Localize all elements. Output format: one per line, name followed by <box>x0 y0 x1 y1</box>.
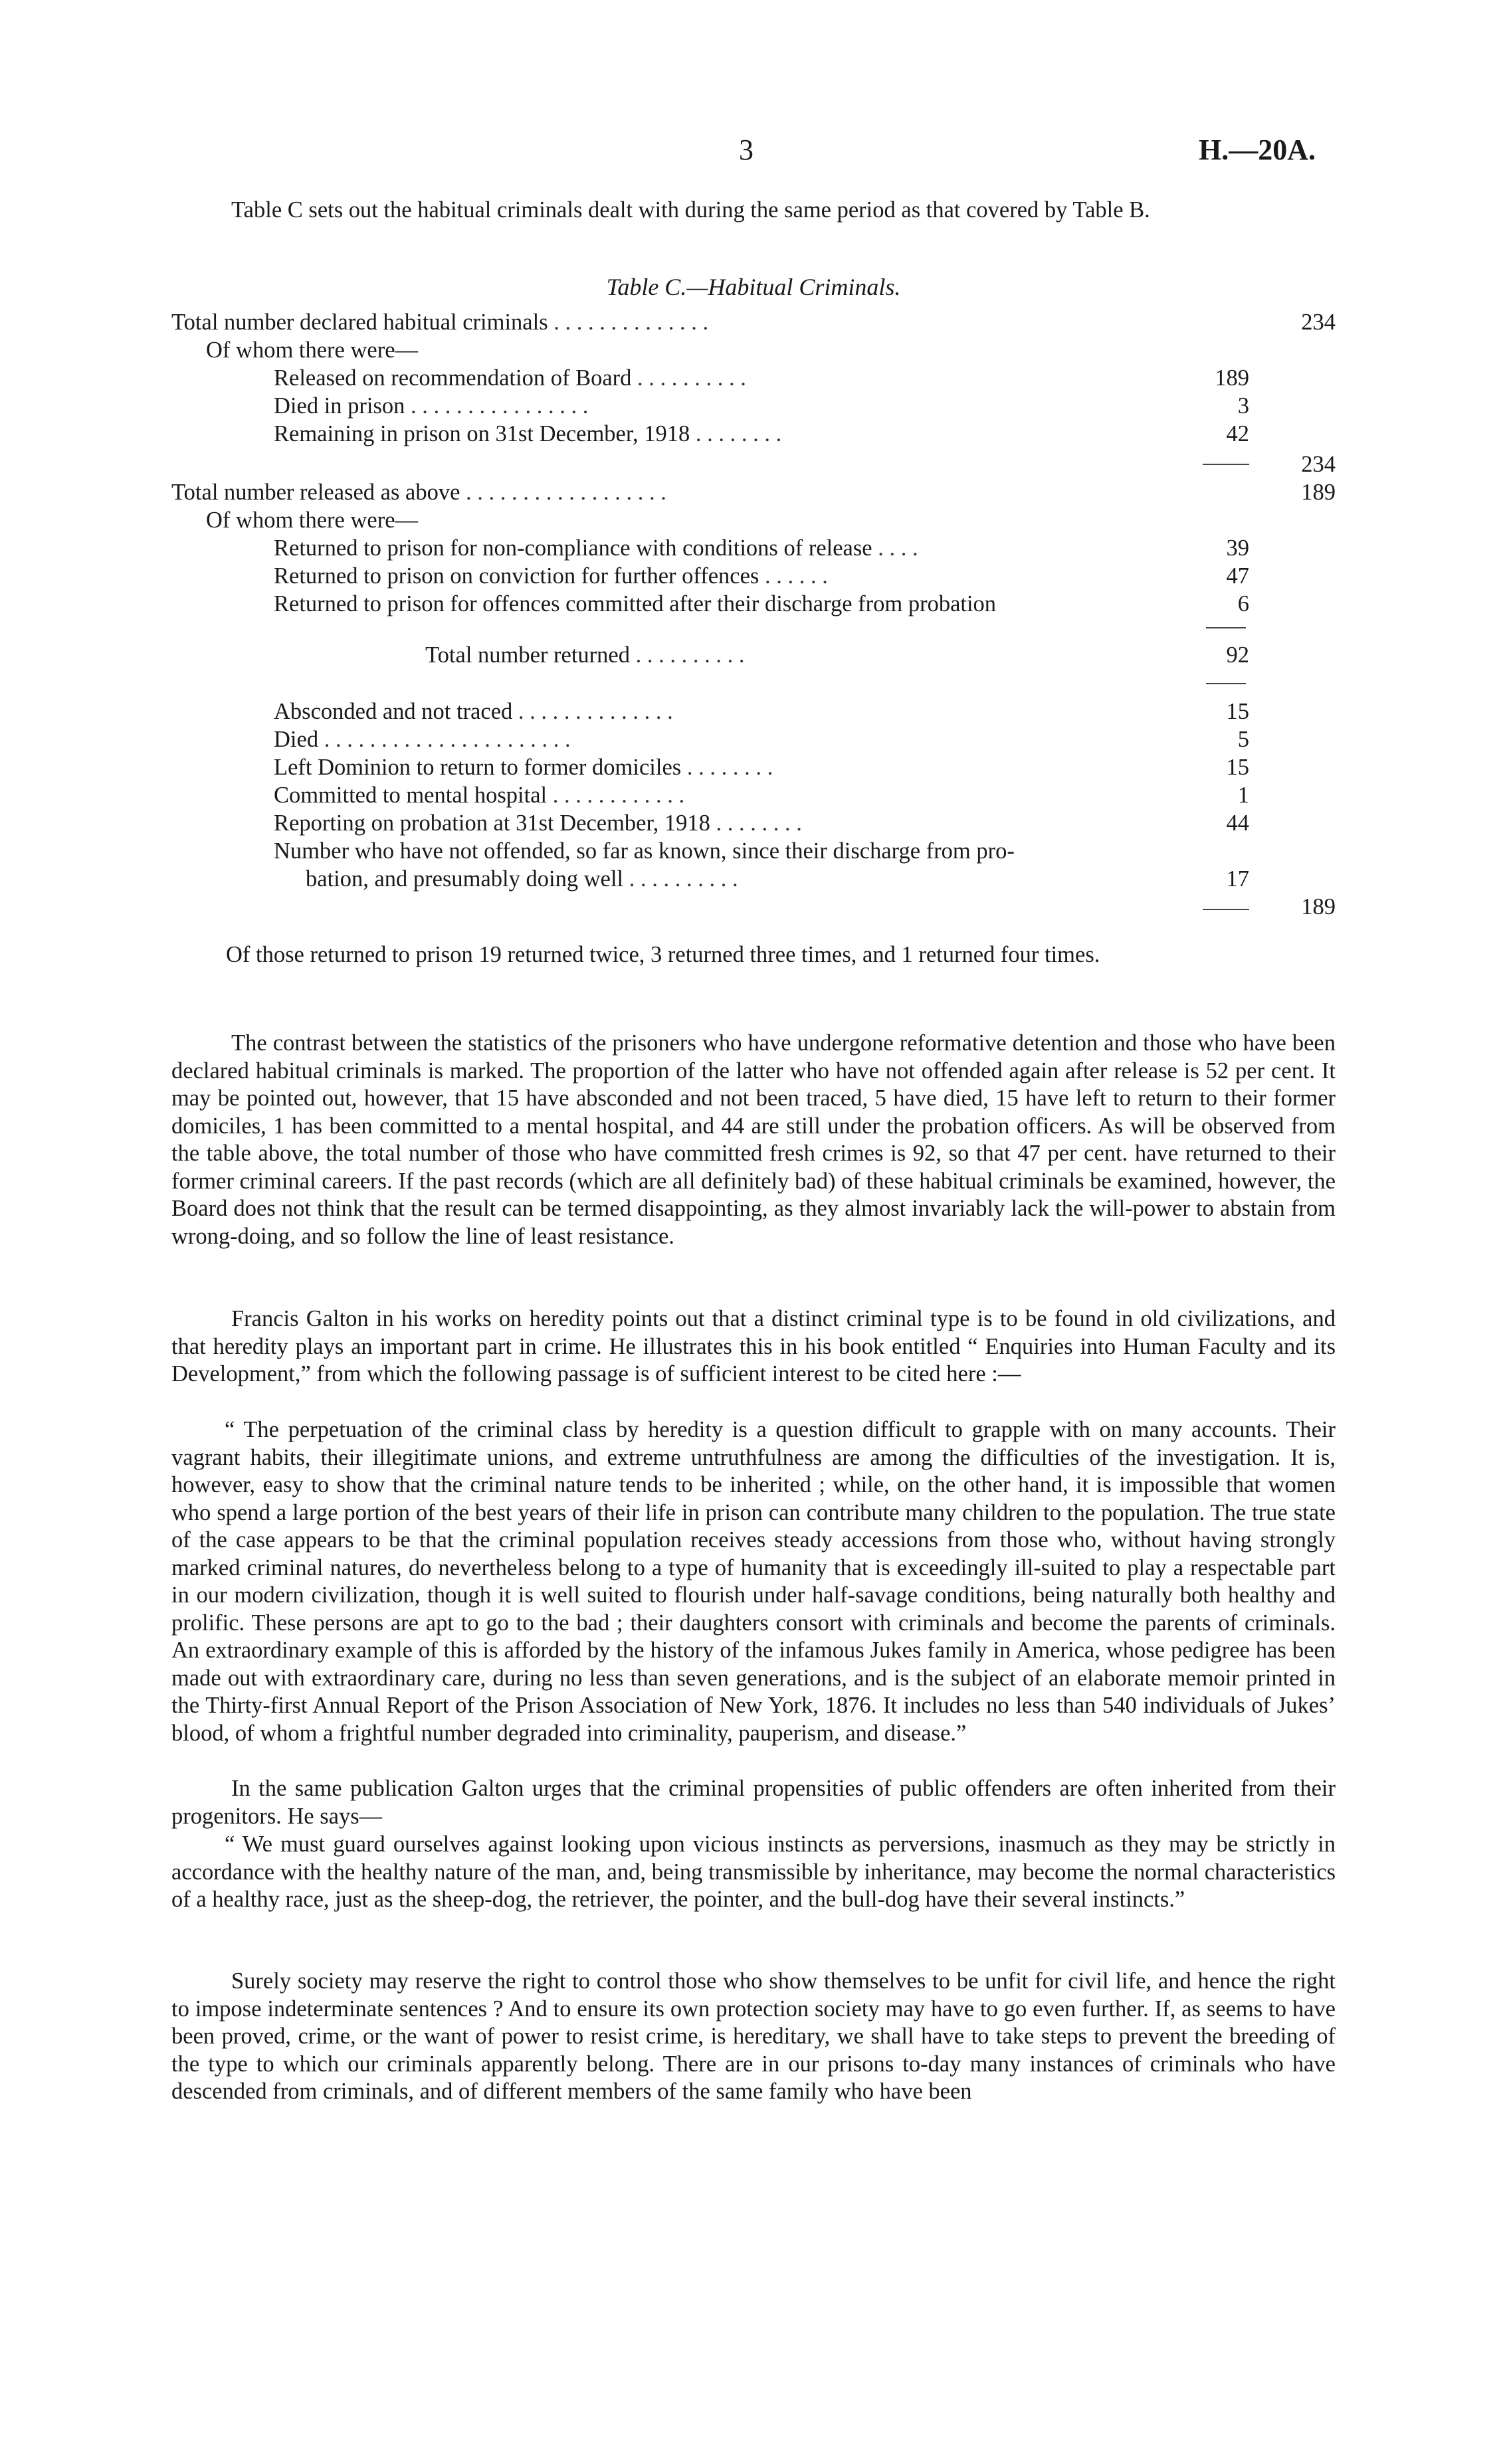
subheading: Of whom there were— <box>206 508 419 533</box>
subtotal-value: 234 <box>1301 452 1336 477</box>
row-label: Remaining in prison on 31st December, 1918 <box>274 421 690 446</box>
table-row <box>274 365 746 391</box>
row-label: Died <box>274 727 319 752</box>
table-caption: Table C.—Habitual Criminals. <box>606 274 901 300</box>
subtotal-rule <box>1206 683 1246 684</box>
row-value: 44 <box>1226 810 1249 836</box>
row-value: 17 <box>1226 866 1249 892</box>
leader-dots: . . . . . . . . . . <box>635 642 745 668</box>
row-value: 1 <box>1237 783 1249 808</box>
page-number: 3 <box>739 134 754 166</box>
subtotal-rule <box>1206 627 1246 628</box>
subtotal-value: 189 <box>1301 894 1336 919</box>
row-label: Total number returned <box>425 642 630 668</box>
table-row <box>425 642 744 668</box>
table-row <box>274 591 996 617</box>
table-row <box>274 563 828 589</box>
subtotal-rule <box>1203 909 1249 910</box>
subheading: Of whom there were— <box>206 337 419 363</box>
row-value: 5 <box>1237 727 1249 752</box>
row-label: Absconded and not traced <box>274 699 513 724</box>
table-row <box>274 421 781 447</box>
leader-dots: . . . . . . . . <box>716 810 802 836</box>
table-row <box>274 783 684 808</box>
row-label: Returned to prison on conviction for further offences <box>274 563 759 589</box>
table-row <box>274 393 588 419</box>
leader-dots: . . . . . . <box>765 563 828 589</box>
row-label: Total number released as above <box>171 480 460 505</box>
row-label: Reporting on probation at 31st December, 1918 <box>274 810 710 836</box>
body-paragraph: Francis Galton in his works on heredity points out that a distinct criminal type is to be found in old civilizations, and that heredity plays an important part in crime. He illustrates this in his book entitled “ Enquiries into Human Faculty and its Development,” from which the following passage is of sufficient interest to be cited here :— <box>171 1306 1336 1386</box>
row-label: Number who have not offended, so far as known, since their discharge from pro- <box>274 838 1015 864</box>
row-value: 92 <box>1226 642 1249 668</box>
leader-dots: . . . . . . . . <box>695 421 782 446</box>
row-value: 47 <box>1226 563 1249 589</box>
table-row <box>274 810 802 836</box>
row-value: 234 <box>1301 310 1336 335</box>
row-value: 6 <box>1237 591 1249 616</box>
body-paragraph: In the same publication Galton urges that the criminal propensities of public offenders are often inherited from their progenitors. He says— <box>171 1776 1336 1829</box>
document-series-code: H.—20A. <box>1199 134 1316 166</box>
table-row <box>274 727 571 753</box>
row-value: 189 <box>1215 365 1249 391</box>
table-row <box>171 310 708 335</box>
body-paragraph: The contrast between the statistics of the prisoners who have undergone reformative detention and those who have been declared habitual criminals is marked. The proportion of the latter who have not offended again after release is 52 per cent. It may be pointed out, however, that 15 have absconded and not been traced, 5 have died, 15 have left to return to their former domiciles, 1 has been committed to a mental hospital, and 44 are still under the probation officers. As will be observed from the table above, the total number of those who have committed fresh crimes is 92, so that 47 per cent. have returned to their former criminal careers. If the past records (which are all definitely bad) of these habitual criminals be examined, however, the Board does not think that the result can be termed disappointing, as they almost invariably lack the will-power to abstain from wrong-doing, and so follow the line of least resistance. <box>171 1030 1336 1249</box>
table-row <box>274 535 918 561</box>
leader-dots: . . . . . . . . . . <box>637 365 746 391</box>
row-value: 42 <box>1226 421 1249 446</box>
row-label: Total number declared habitual criminals <box>171 310 548 335</box>
leader-dots: . . . . . . . . . . . . . . . . <box>411 393 589 419</box>
quotation: “ The perpetuation of the criminal class by heredity is a question difficult to grapple with on many accounts. Their vagrant habits, their illegitimate unions, and extreme untruthfulness are among the difficulties of the investigation. It is, however, easy to show that the criminal nature tends to be inherited ; while, on the other hand, it is impossible that women who spend a large portion of the best years of their life in prison can contribute many children to the population. The true state of the case appears to be that the criminal population receives steady accessions from those who, without having strongly marked criminal natures, do nevertheless belong to a type of humanity that is exceedingly ill-suited to play a respectable part in our modern civilization, though it is well suited to flourish under half-savage conditions, being naturally both healthy and prolific. These persons are apt to go to the bad ; their daughters consort with criminals and become the parents of criminals. An extraordinary example of this is afforded by the history of the infamous Jukes family in America, whose pedigree has been made out with extraordinary care, during no less than seven generations, and is the subject of an elaborate memoir printed in the Thirty-first Annual Report of the Prison Association of New York, 1876. It includes no less than 540 individuals of Jukes’ blood, of whom a frightful number degraded into criminality, pauperism, and disease.” <box>171 1417 1336 1746</box>
leader-dots: . . . . . . . . . . . . . . . . . . . . . . <box>324 727 571 752</box>
row-label: Returned to prison for non-compliance with conditions of release <box>274 535 872 561</box>
intro-paragraph: Table C sets out the habitual criminals dealt with during the same period as that covered by Table B. <box>231 197 1150 223</box>
row-value: 15 <box>1226 699 1249 724</box>
row-value: 189 <box>1301 480 1336 505</box>
leader-dots: . . . . . . . . . . . . <box>552 783 685 808</box>
leader-dots: . . . . <box>878 535 918 561</box>
row-label: Died in prison <box>274 393 405 419</box>
row-label: Released on recommendation of Board <box>274 365 632 391</box>
table-footnote: Of those returned to prison 19 returned twice, 3 returned three times, and 1 returned four times. <box>226 942 1100 967</box>
row-value: 15 <box>1226 755 1249 780</box>
row-label: Left Dominion to return to former domiciles <box>274 755 682 780</box>
table-row <box>306 866 738 892</box>
table-row <box>274 755 773 781</box>
table-row <box>171 480 666 506</box>
leader-dots: . . . . . . . . <box>686 755 773 780</box>
row-label: Returned to prison for offences committed after their discharge from probation <box>274 591 997 616</box>
row-value: 39 <box>1226 535 1249 561</box>
row-value: 3 <box>1237 393 1249 419</box>
body-paragraph: Surely society may reserve the right to control those who show themselves to be unfit for civil life, and hence the right to impose indeterminate sentences ? And to ensure its own protection society may have to go even further. If, as seems to have been proved, crime, or the want of power to resist crime, is hereditary, we shall have to take steps to prevent the breeding of the type to which our criminals apparently belong. There are in our prisons to-day many instances of criminals who have descended from criminals, and of different members of the same family who have been <box>171 1968 1336 2104</box>
leader-dots: . . . . . . . . . . . . . . <box>518 699 673 724</box>
row-label: bation, and presumably doing well <box>306 866 624 892</box>
table-row <box>274 699 673 725</box>
quotation: “ We must guard ourselves against looking upon vicious instincts as perversions, inasmuch as they may be strictly in accordance with the healthy nature of the man, and, being transmissible by inheritance, may become the normal characteristics of a healthy race, just as the sheep-dog, the retriever, the pointer, and the bull-dog have their several instincts.” <box>171 1832 1336 1912</box>
leader-dots: . . . . . . . . . . . . . . <box>553 310 709 335</box>
leader-dots: . . . . . . . . . . <box>629 866 738 892</box>
leader-dots: . . . . . . . . . . . . . . . . . . <box>466 480 666 505</box>
subtotal-rule <box>1203 464 1249 465</box>
row-label: Committed to mental hospital <box>274 783 548 808</box>
